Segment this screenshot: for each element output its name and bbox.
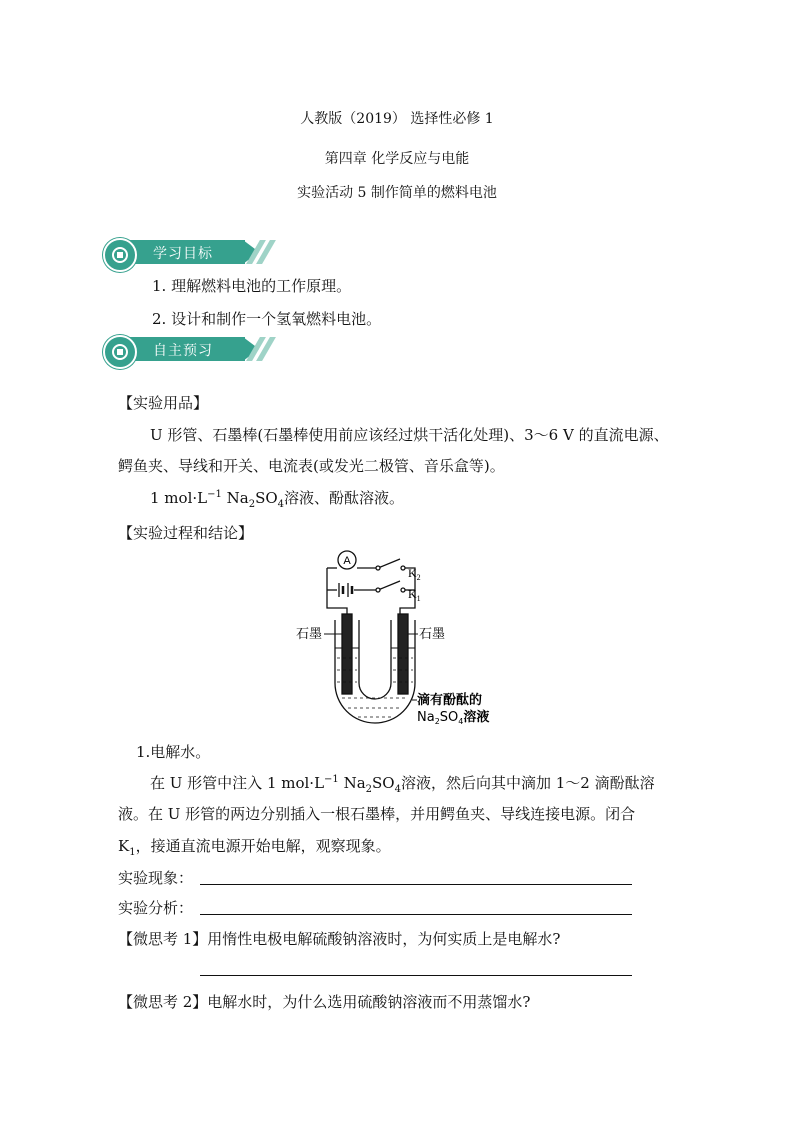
target-icon <box>103 335 137 369</box>
analysis-answer-line[interactable] <box>200 914 632 915</box>
target-icon <box>103 238 137 272</box>
reagents-text: 1 $mol\cdot L^{-1}$ $Na_2SO_4$溶液、酚酞溶液。 <box>150 489 405 510</box>
electrolysis-apparatus-diagram <box>290 548 505 726</box>
section-banner-learning-goals <box>103 238 275 268</box>
activity-title: 实验活动 5 制作简单的燃料电池 <box>297 185 497 201</box>
switch-k1-label: $K_1$ <box>408 587 421 603</box>
goal-item: 2. 设计和制作一个氢氧燃料电池。 <box>152 310 382 328</box>
section-title: 自主预习 <box>153 343 213 359</box>
chapter-title: 第四章 化学反应与电能 <box>324 151 470 167</box>
textbook-edition: 人教版（2019） 选择性必修 1 <box>300 111 494 127</box>
phenomenon-answer-line[interactable] <box>200 884 632 885</box>
section-title: 学习目标 <box>153 246 213 262</box>
think1-answer-line[interactable] <box>200 975 632 976</box>
right-graphite-label: 石墨 <box>419 627 446 642</box>
switch-k2-label: $K_2$ <box>408 566 421 582</box>
materials-text: 鳄鱼夹、导线和开关、电流表(或发光二极管、音乐盒等)。 <box>118 457 505 475</box>
goal-item: 1. 理解燃料电池的工作原理。 <box>152 277 352 295</box>
solution-label: 滴有酚酞的 <box>417 693 483 708</box>
materials-heading: 【实验用品】 <box>118 394 209 412</box>
analysis-label: 实验分析： <box>118 899 194 917</box>
process-heading: 【实验过程和结论】 <box>118 524 254 542</box>
think-question-1: 【微思考 1】用惰性电极电解硫酸钠溶液时，为何实质上是电解水? <box>118 930 561 948</box>
step-text: 液。在 U 形管的两边分别插入一根石墨棒，并用鳄鱼夹、导线连接电源。闭合 <box>118 805 636 823</box>
solution-formula-label: $Na_2SO_4$溶液 <box>417 710 490 726</box>
think-question-2: 【微思考 2】电解水时，为什么选用硫酸钠溶液而不用蒸馏水? <box>118 993 531 1011</box>
section-banner-self-study <box>103 335 275 365</box>
ammeter-label: A <box>343 555 351 567</box>
phenomenon-label: 实验现象： <box>118 869 194 887</box>
step-title: 1.电解水。 <box>136 743 211 761</box>
materials-text: U 形管、石墨棒(石墨棒使用前应该经过烘干活化处理)、3～6 V 的直流电源、 <box>150 426 669 444</box>
left-graphite-label: 石墨 <box>296 627 323 642</box>
step-text: $K_1$，接通直流电源开始电解，观察现象。 <box>118 837 391 858</box>
step-text: 在 U 形管中注入 1 $mol\cdot L^{-1}$ $Na_2SO_4$溶液，然后向其中滴加 1～2 滴酚酞溶 <box>150 774 655 795</box>
